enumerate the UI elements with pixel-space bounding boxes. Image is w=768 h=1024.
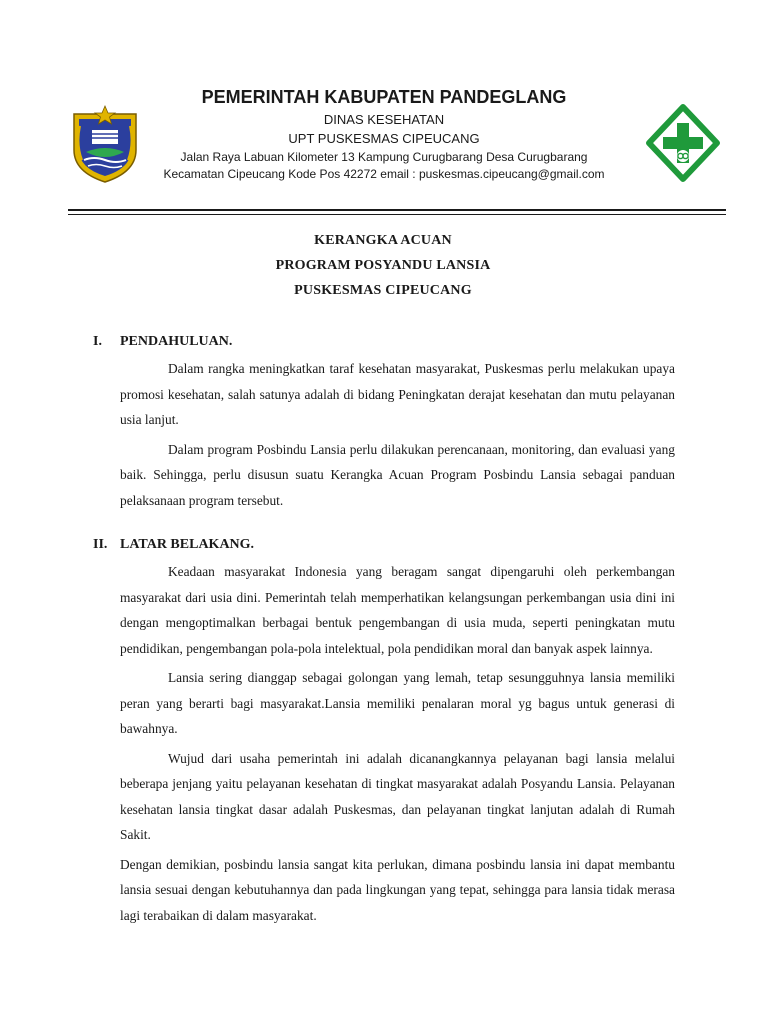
letterhead-government: PEMERINTAH KABUPATEN PANDEGLANG [201,87,567,107]
letterhead-address: Jalan Raya Labuan Kilometer 13 Kampung Curugbarang Desa Curugbarang [180,150,588,164]
document-subtitle: PROGRAM POSYANDU LANSIA [275,258,491,273]
section-latar-belakang [93,535,675,928]
section-heading [93,535,675,555]
paragraph: Wujud dari usaha pemerintah ini adalah dicanangkannya pelayanan bagi lansia melalui beberapa jenjang yaitu pelayanan kesehatan di tingkat masyarakat adalah Posyandu Lansia. Pelayanan kesehatan lansia tingkat dasar adalah Puskesmas, dan pelayanan tingkat lanjutan adalah di Rumah Sakit. [120,750,675,842]
section-title: LATAR BELAKANG. [120,537,255,552]
paragraph: Dalam program Posbindu Lansia perlu dilakukan perencanaan, monitoring, dan evaluasi yang baik. Sehingga, perlu disusun suatu Kerangka Acuan Program Posbindu Lansia sebagai panduan pelaksanaan program tersebut. [120,441,675,508]
document-title: KERANGKA ACUAN [314,233,452,248]
document-institution: PUSKESMAS CIPEUCANG [294,283,472,298]
letterhead-agency: DINAS KESEHATAN [323,112,445,127]
letterhead-contact: Kecamatan Cipeucang Kode Pos 42272 email : puskesmas.cipeucang@gmail.com [163,167,605,181]
section-title: PENDAHULUAN. [120,334,233,349]
paragraph: Dalam rangka meningkatkan taraf kesehatan masyarakat, Puskesmas perlu melakukan upaya promosi kesehatan, salah satunya adalah di bidang Peningkatan derajat kesehatan dan mutu pelayanan usia lanjut. [120,361,675,427]
paragraph: Lansia sering dianggap sebagai golongan yang lemah, tetap sesungguhnya lansia memiliki peran yang berarti bagi masyarakat.Lansia memiliki penalaran moral yg bagus untuk generasi di bawahnya. [120,670,675,736]
letterhead-unit: UPT PUSKESMAS CIPEUCANG [288,131,480,146]
paragraph: Keadaan masyarakat Indonesia yang beragam sangat dipengaruhi oleh perkembangan masyarakat dari usia dini. Pemerintah telah memperhatikan kelangsungan perkembangan usia dini ini dengan mengoptimalkan berbagai bentuk pengembangan di usia muda, seperti peningkatan mutu pendidikan, pengembangan pola-pola intelektual, pola pendidikan moral dan banyak aspek lainnya. [120,564,675,656]
section-number: I. [93,334,102,349]
letterhead-divider-thin [68,214,726,215]
pandeglang-emblem-icon [68,104,142,184]
section-number: II. [93,537,108,552]
puskesmas-logo-icon [646,104,720,182]
paragraph: Dengan demikian, posbindu lansia sangat kita perlukan, dimana posbindu lansia ini dapat membantu lansia sesuai dengan kebutuhannya dan pada lingkungan yang tepat, sehingga para lansia tidak merasa lagi terabaikan di dalam masyarakat. [120,856,675,923]
section-pendahuluan [93,332,675,513]
letterhead-divider-thick [68,209,726,211]
section-heading [93,332,675,352]
